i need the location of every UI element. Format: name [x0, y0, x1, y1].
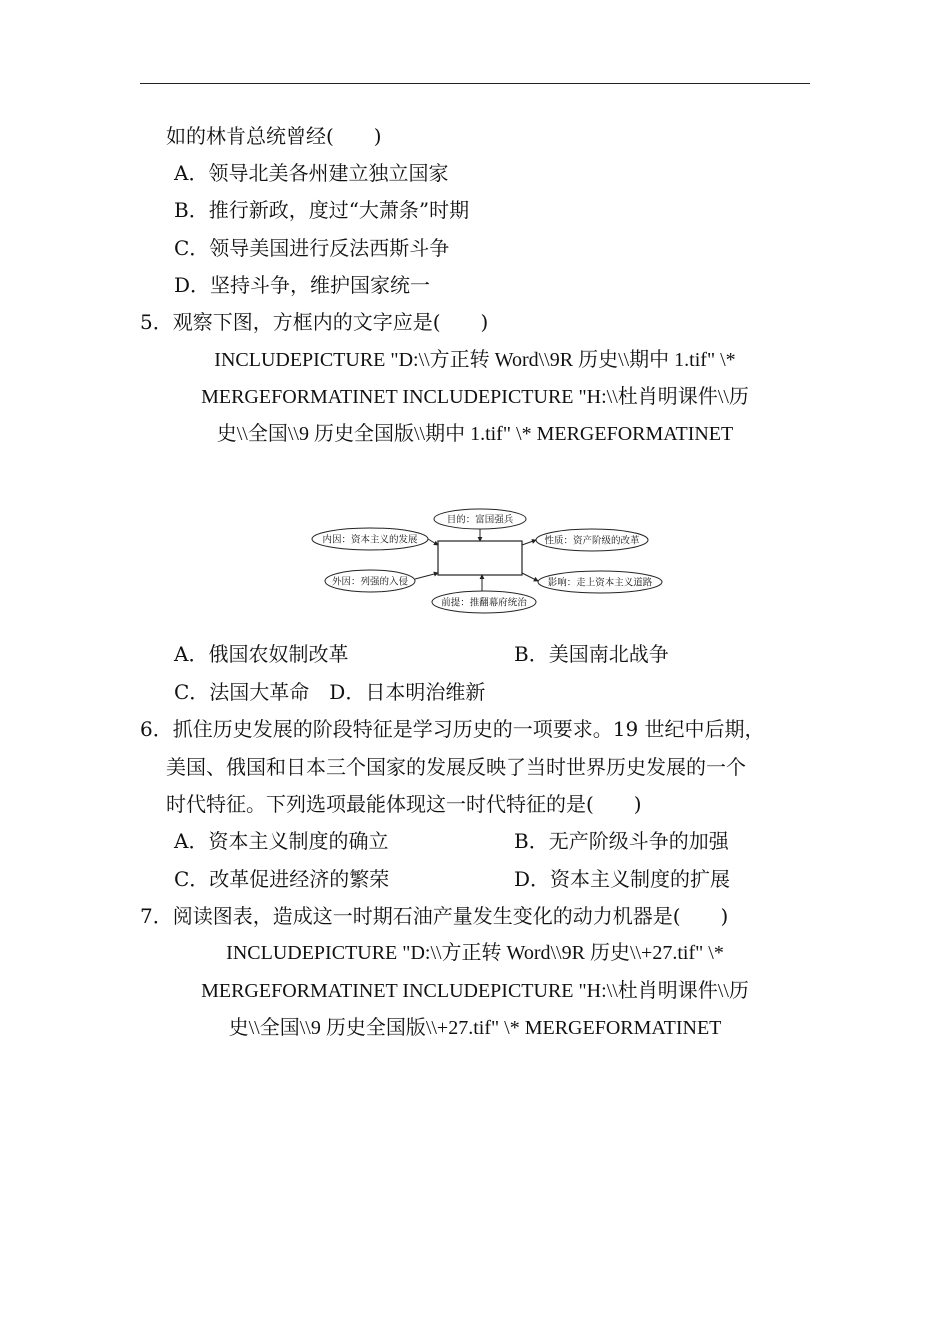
q5-option-a: A．俄国农奴制改革 — [174, 642, 349, 666]
q4-option-b: B．推行新政，度过“大萧条”时期 — [174, 198, 470, 222]
central-blank-box — [438, 541, 522, 575]
q6-option-c: C．改革促进经济的繁荣 — [174, 867, 390, 891]
q6-option-a: A．资本主义制度的确立 — [174, 829, 389, 853]
goal-label: 目的：富国强兵 — [446, 514, 514, 526]
q5-option-cd: C．法国大革命 D．日本明治维新 — [174, 680, 486, 704]
q6-option-d: D．资本主义制度的扩展 — [514, 867, 731, 891]
header-rule — [140, 83, 810, 84]
q6-stem-line-1: 6．抓住历史发展的阶段特征是学习历史的一项要求。19 世纪中后期， — [140, 717, 765, 741]
q6-stem-line-3: 时代特征。下列选项最能体现这一时代特征的是( ) — [166, 792, 642, 816]
nature-label: 性质：资产阶级的改革 — [544, 535, 640, 547]
q7-include-line-3: 史\\全国\\9 历史全国版\\+27.tif" \* MERGEFORMATINET — [228, 1017, 722, 1039]
q6-option-b: B．无产阶级斗争的加强 — [514, 829, 729, 853]
q5-include-line-3: 史\\全国\\9 历史全国版\\期中 1.tif" \* MERGEFORMATINET — [216, 423, 734, 445]
meiji-reform-diagram — [310, 505, 666, 615]
q7-include-line-2: MERGEFORMATINET INCLUDEPICTURE "H:\\杜肖明课件\\历 — [201, 980, 749, 1002]
q7-stem: 7．阅读图表，造成这一时期石油产量发生变化的动力机器是( ) — [140, 904, 729, 928]
q4-option-c: C．领导美国进行反法西斯斗争 — [174, 236, 450, 260]
external-cause-label: 外因：列强的入侵 — [331, 576, 409, 588]
internal-cause-label: 内因：资本主义的发展 — [322, 534, 418, 546]
q7-include-line-1: INCLUDEPICTURE "D:\\方正转 Word\\9R 历史\\+27.tif" \* — [226, 942, 724, 964]
q4-stem: 如的林肯总统曾经( ) — [166, 124, 382, 148]
q5-option-b: B．美国南北战争 — [514, 642, 669, 666]
q4-option-d: D．坚持斗争，维护国家统一 — [174, 273, 431, 297]
q6-stem-line-2: 美国、俄国和日本三个国家的发展反映了当时世界历史发展的一个 — [166, 755, 746, 779]
premise-label: 前提：推翻幕府统治 — [441, 597, 527, 609]
q5-stem: 5．观察下图，方框内的文字应是( ) — [140, 310, 489, 334]
impact-label: 影响：走上资本主义道路 — [547, 577, 653, 589]
q4-option-a: A．领导北美各州建立独立国家 — [174, 161, 449, 185]
q5-include-line-2: MERGEFORMATINET INCLUDEPICTURE "H:\\杜肖明课件\\历 — [201, 386, 749, 408]
q5-include-line-1: INCLUDEPICTURE "D:\\方正转 Word\\9R 历史\\期中 1.tif" \* — [214, 349, 736, 371]
